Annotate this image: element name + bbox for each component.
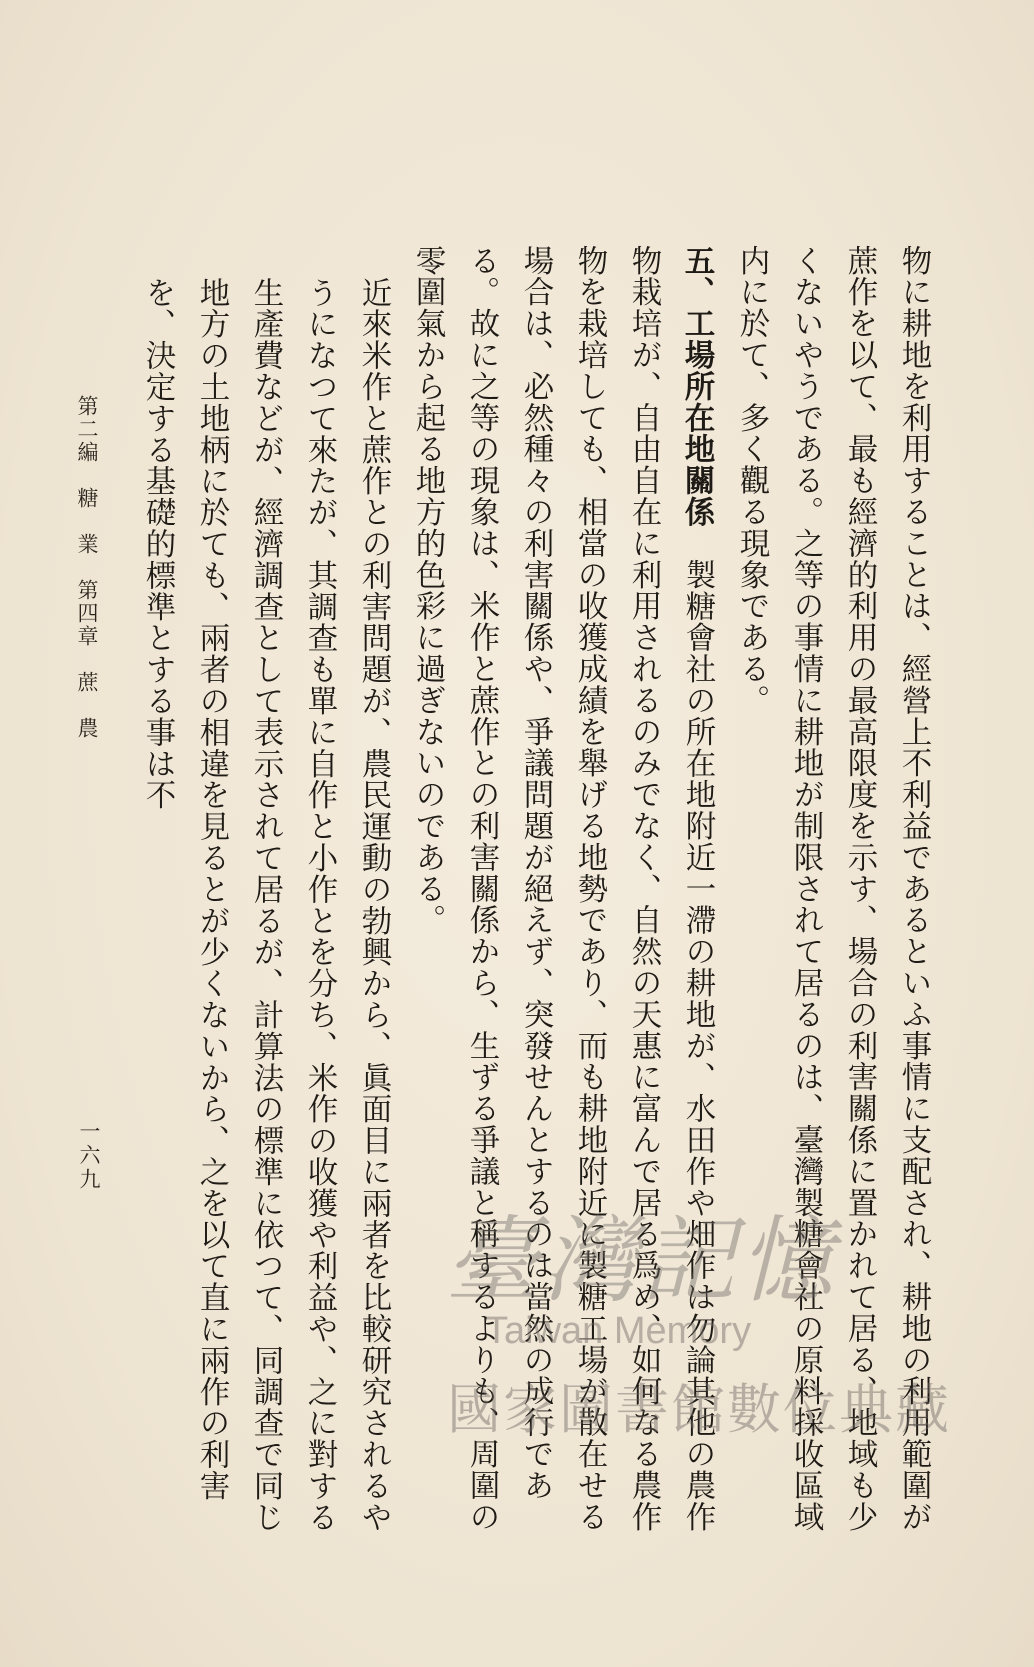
paragraph-continuation: 物に耕地を利用することは、經營上不利益であるといふ事情に支配され、耕地の利用範圍が蔗作を以て、最も經濟的利用の最高限度を示す、場合の利害關係に置かれて居る、地域も少くないやうである。之等の事情に耕地が制限されて居るのは、臺灣製糖會社の原料採收區域内に於て、多く觀る現象である。 — [734, 245, 931, 1533]
running-head-section: 蔗 農 — [75, 671, 99, 740]
watermark-subtitle: Taiwan Memory — [485, 1310, 752, 1352]
running-head — [72, 395, 102, 740]
body-text — [120, 245, 940, 1535]
page-number: 一六九 — [77, 1120, 101, 1192]
watermark-title: 臺灣記憶 — [445, 1207, 838, 1316]
section-heading: 五、工場所在地關係 — [679, 245, 715, 528]
section-5-paragraph — [400, 245, 724, 1535]
paragraph: 近來米作と蔗作との利害問題が、農民運動の勃興から、眞面目に兩者を比較研究されるやうになつて來たが、其調查も單に自作と小作とを分ち、米作の收獲や利益や、之に對する生產費などが、經濟調查として表示されて居るが、計算法の標準に依つて、同調查で同じ地方の土地柄に於ても、兩者の相違を見るとが少くないから、之を以て直に兩作の利害を、決定する基礎的標準とする事は不 — [140, 277, 391, 1533]
watermark-org: 國家圖書館數位典藏 — [447, 1378, 951, 1441]
running-head-part: 第二編 — [75, 395, 99, 464]
running-head-chapter: 第四章 — [75, 579, 99, 648]
running-head-title: 糖 業 — [75, 487, 99, 556]
section-5-text: 製糖會社の所在地附近一滯の耕地が、水田作や畑作は勿論其他の農作物栽培が、自由自在に利用されるのみでなく、自然の天惠に富んで居る爲め、如何なる農作物を栽培しても、相當の收獲成績を舉げる地勢であり、而も耕地附近に製糖工場が散在せる場合は、必然種々の利害關係や、爭議問題が絕えず、突發せんとするのは當然の成行である。故に之等の現象は、米作と蔗作との利害關係から、生ずる爭議と稱するよりも、周圍の零圍氣から起る地方的色彩に過ぎないのである。 — [410, 245, 715, 1533]
